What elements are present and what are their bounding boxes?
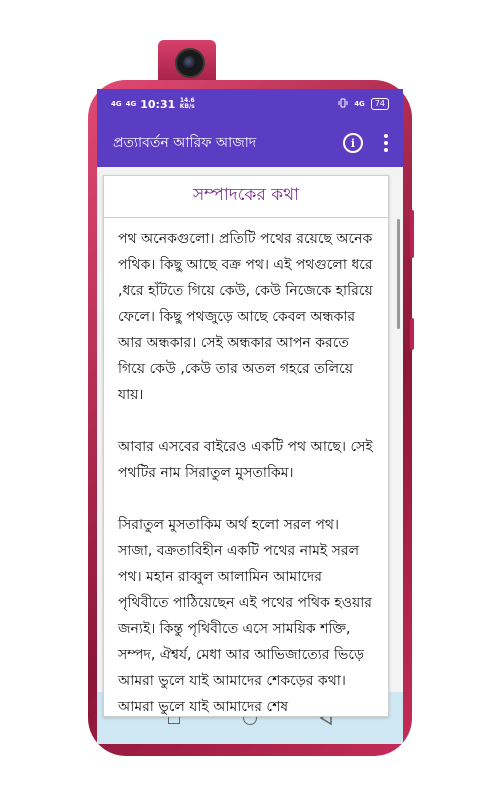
article-card [103,175,389,717]
more-vert-icon[interactable] [381,134,391,152]
power-button [410,318,414,350]
vibrate-icon [338,98,348,111]
battery-indicator: 74 [371,98,389,110]
net-speed: 14.6 KB/s [179,97,195,110]
article-paragraph: সিরাতুল মুসতাকিম অর্থ হলো সরল পথ। সাজা, বক্রতাবিহীন একটি পথের নামই সরল পথ। মহান রাব্বুল আলামিন আমাদের পৃথিবীতে পাঠিয়েছেন এই পথের পথিক হওয়ার জন্যই। কিন্তু পৃথিবীতে এসে সাময়িক শক্তি, সম্পদ, ঐশ্বর্য, মেধা আর আভিজাত্যের ভিড়ে আমরা ভুলে যাই আমাদের শেকড়ের কথা। আমরা ভুলে যাই আমাদের শেষ [118,517,373,715]
signal-3: 4G [354,99,365,108]
article-heading: সম্পাদকের কথা [104,176,388,218]
phone-screen [97,89,403,744]
scrollbar[interactable] [397,219,400,329]
clock: 10:31 [140,97,176,111]
article-paragraph: আবার এসবের বাইরেও একটি পথ আছে। সেই পথটির নাম সিরাতুল মুসতাকিম। [118,439,373,481]
info-icon[interactable]: i [343,133,363,153]
article-paragraph: পথ অনেকগুলো। প্রতিটি পথের রয়েছে অনেক পথিক। কিছু আছে বক্র পথ। এই পথগুলো ধরে ,ধরে হাঁটতে গিয়ে কেউ, কেউ নিজেকে হারিয়ে ফেলে। কিছু পথজুড়ে আছে কেবল অন্ধকার আর অন্ধকার। সেই অন্ধকার আপন করতে গিয়ে কেউ ,কেউ তার অতল গহরে তলিয়ে যায়। [118,231,373,403]
article-body [104,218,388,720]
article-area[interactable] [97,167,403,715]
signal-1: 4G [111,99,122,108]
app-toolbar [97,119,403,167]
volume-button [410,210,414,258]
camera-lens-icon [175,48,205,78]
status-bar [97,89,403,119]
app-title: প্রত্যাবর্তন আরিফ আজাদ [113,135,257,151]
signal-2: 4G [125,99,137,108]
